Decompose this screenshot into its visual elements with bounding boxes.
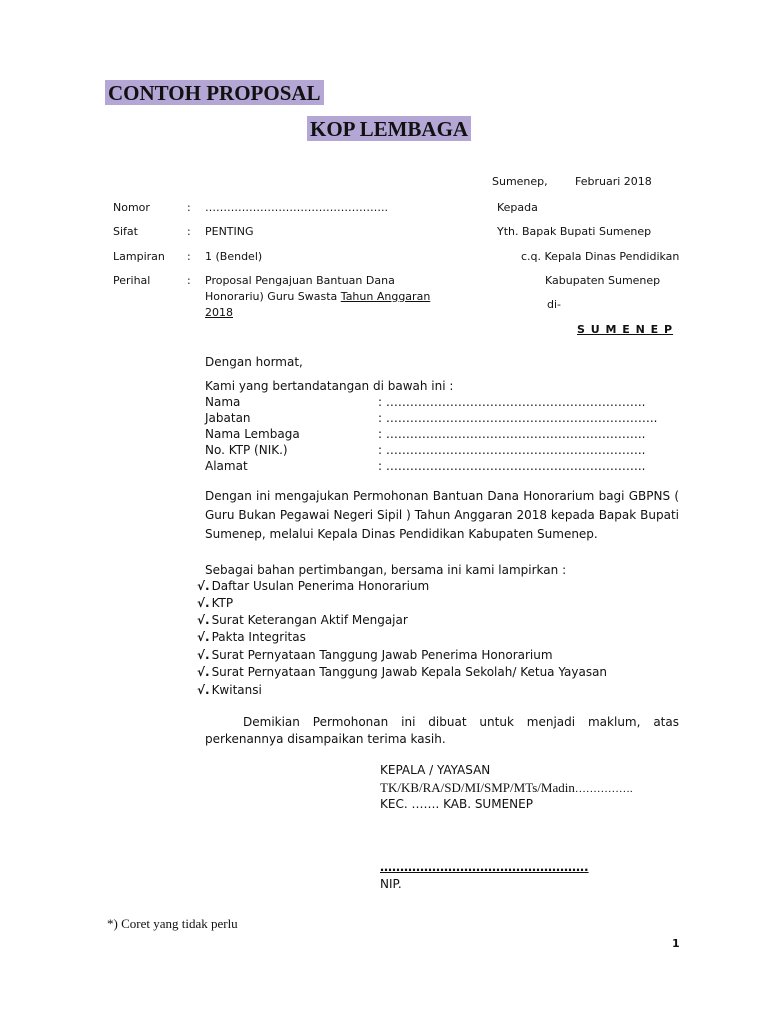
identity-label: Alamat	[205, 459, 248, 473]
salutation: Dengan hormat,	[205, 355, 303, 369]
identity-label: No. KTP (NIK.)	[205, 443, 288, 457]
page-number: 1	[672, 937, 680, 950]
list-item	[197, 613, 408, 627]
closing-line-2: perkenannya disampaikan terima kasih.	[205, 732, 446, 746]
check-mark-icon: √.	[197, 579, 210, 593]
perihal-underlined-text: Tahun Anggaran	[340, 290, 431, 303]
body-paragraph: Dengan ini mengajukan Permohonan Bantuan Dana Honorarium bagi GBPNS ( Guru Bukan Pegawai Negeri Sipil ) Tahun Anggaran 2018 kepada Bapak Bupati Sumenep, melalui Kepala Dinas Pendidikan Kabupaten Sumenep.	[205, 489, 679, 541]
signature-school	[380, 780, 633, 796]
list-item-text: KTP	[211, 596, 234, 610]
list-item-text: Surat Keterangan Aktif Mengajar	[211, 613, 408, 627]
field-label-sifat: Sifat	[113, 225, 138, 238]
identity-value: : ………………………………………………………..	[378, 443, 646, 457]
check-mark-icon: √.	[197, 665, 210, 679]
recipient-cq: c.q. Kepala Dinas Pendidikan	[521, 250, 680, 263]
school-types: TK/KB/RA/SD/MI/SMP/MTs/Madin	[380, 780, 575, 795]
field-colon: :	[187, 250, 191, 263]
signature-name-line: …………………………………………….	[380, 860, 589, 874]
field-value-sifat: PENTING	[205, 225, 254, 238]
attachments-intro: Sebagai bahan pertimbangan, bersama ini kami lampirkan :	[205, 563, 567, 577]
check-mark-icon: √.	[197, 613, 210, 627]
check-mark-icon: √.	[197, 683, 210, 697]
signature-kec: KEC. ……. KAB. SUMENEP	[380, 797, 533, 811]
check-mark-icon: √.	[197, 596, 210, 610]
check-mark-icon: √.	[197, 648, 210, 662]
identity-value: : …………………………………………………………..	[378, 411, 658, 425]
recipient-city: S U M E N E P	[577, 323, 674, 336]
check-mark-icon: √.	[197, 630, 210, 644]
field-colon: :	[187, 201, 191, 214]
field-label-lampiran: Lampiran	[113, 250, 165, 263]
field-value-perihal-line2	[205, 290, 430, 303]
field-label-perihal: Perihal	[113, 274, 151, 287]
list-item	[197, 596, 233, 610]
closing-line-1: Demikian Permohonan ini dibuat untuk menjadi maklum, atas	[243, 715, 679, 729]
list-item	[197, 683, 262, 697]
field-colon: :	[187, 274, 191, 287]
list-item-text: Pakta Integritas	[211, 630, 306, 644]
signature-role: KEPALA / YAYASAN	[380, 763, 491, 777]
list-item	[197, 665, 607, 679]
identity-value: : ………………………………………………………..	[378, 459, 646, 473]
recipient-di: di-	[547, 298, 562, 311]
list-item-text: Kwitansi	[211, 683, 262, 697]
identity-label: Nama	[205, 395, 241, 409]
date-city: Sumenep,	[492, 175, 548, 188]
list-item-text: Surat Pernyataan Tanggung Jawab Kepala Sekolah/ Ketua Yayasan	[211, 665, 608, 679]
list-item	[197, 648, 553, 662]
recipient-yth: Yth. Bapak Bupati Sumenep	[497, 225, 652, 238]
list-item-text: Surat Pernyataan Tanggung Jawab Penerima Honorarium	[211, 648, 553, 662]
letterhead-placeholder: KOP LEMBAGA	[307, 116, 471, 141]
list-item	[197, 579, 429, 593]
field-label-nomor: Nomor	[113, 201, 150, 214]
list-item	[197, 630, 306, 644]
identity-value: : ………………………………………………………..	[378, 395, 646, 409]
identity-value: : ………………………………………………………..	[378, 427, 646, 441]
date-month-year: Februari 2018	[575, 175, 652, 188]
identity-label: Nama Lembaga	[205, 427, 300, 441]
recipient-kepada: Kepada	[497, 201, 538, 214]
field-value-perihal-line3: 2018	[205, 306, 233, 319]
signature-nip: NIP.	[380, 877, 402, 891]
document-title: CONTOH PROPOSAL	[105, 80, 324, 105]
field-value-perihal-line1: Proposal Pengajuan Bantuan Dana	[205, 274, 395, 287]
recipient-kabupaten: Kabupaten Sumenep	[545, 274, 661, 287]
identity-label: Jabatan	[205, 411, 251, 425]
field-value-nomor: …………………………………………..	[205, 201, 388, 214]
perihal-text: Honorariu) Guru Swasta	[205, 290, 341, 303]
field-colon: :	[187, 225, 191, 238]
intro-text: Kami yang bertandatangan di bawah ini :	[205, 379, 454, 393]
list-item-text: Daftar Usulan Penerima Honorarium	[211, 579, 430, 593]
footnote: *) Coret yang tidak perlu	[107, 916, 238, 931]
school-name-dots: …………….	[574, 783, 633, 795]
field-value-lampiran: 1 (Bendel)	[205, 250, 263, 263]
